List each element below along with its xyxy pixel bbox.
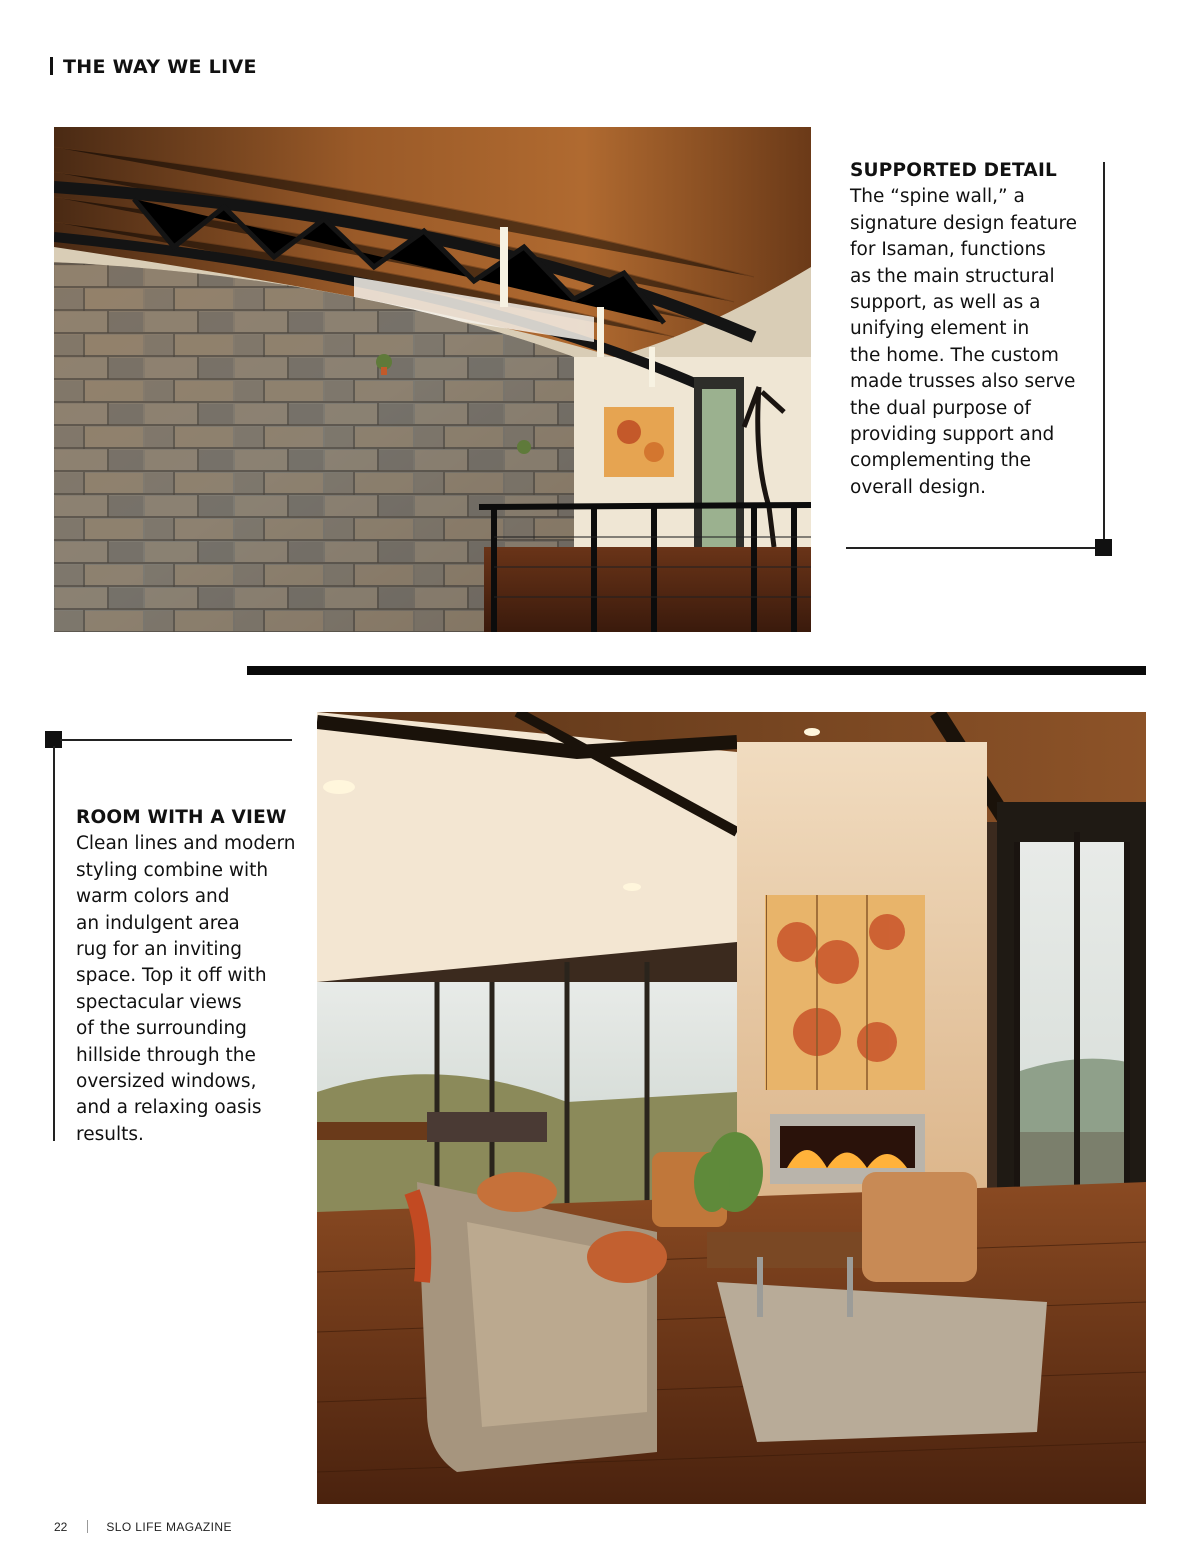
caption-bottom-heading: ROOM WITH A VIEW <box>76 807 287 828</box>
caption-bottom-frame-vertical <box>53 746 55 1141</box>
magazine-name: SLO LIFE MAGAZINE <box>106 1520 232 1534</box>
caption-top-body: The “spine wall,” a signature design feature for Isaman, functions as the main structural support, as well as a unifying element in the home. The custom made trusses also serve the dual purpose of providing support and complementing the overall design. <box>850 186 1078 498</box>
section-label <box>50 56 257 78</box>
page-number: 22 <box>54 1520 68 1534</box>
caption-bottom-frame-horizontal <box>60 739 292 741</box>
caption-top-frame-horizontal <box>846 547 1096 549</box>
section-divider <box>247 666 1146 675</box>
photo-spine-wall <box>54 127 811 632</box>
caption-top-heading: SUPPORTED DETAIL <box>850 160 1058 181</box>
caption-top-frame-square <box>1095 539 1112 556</box>
caption-top-frame-vertical <box>1103 162 1105 546</box>
section-label-text: THE WAY WE LIVE <box>63 56 257 78</box>
footer-separator <box>87 1520 88 1533</box>
page-footer <box>54 1520 232 1534</box>
section-label-bar <box>50 57 53 75</box>
caption-supported-detail <box>850 158 1100 501</box>
caption-bottom-body: Clean lines and modern styling combine with warm colors and an indulgent area rug for an inviting space. Top it off with spectacular views of the surrounding hillside through the oversized windows, and a relaxing oasis results. <box>76 833 296 1145</box>
caption-room-with-a-view <box>76 805 306 1148</box>
photo-living-room <box>317 712 1146 1504</box>
